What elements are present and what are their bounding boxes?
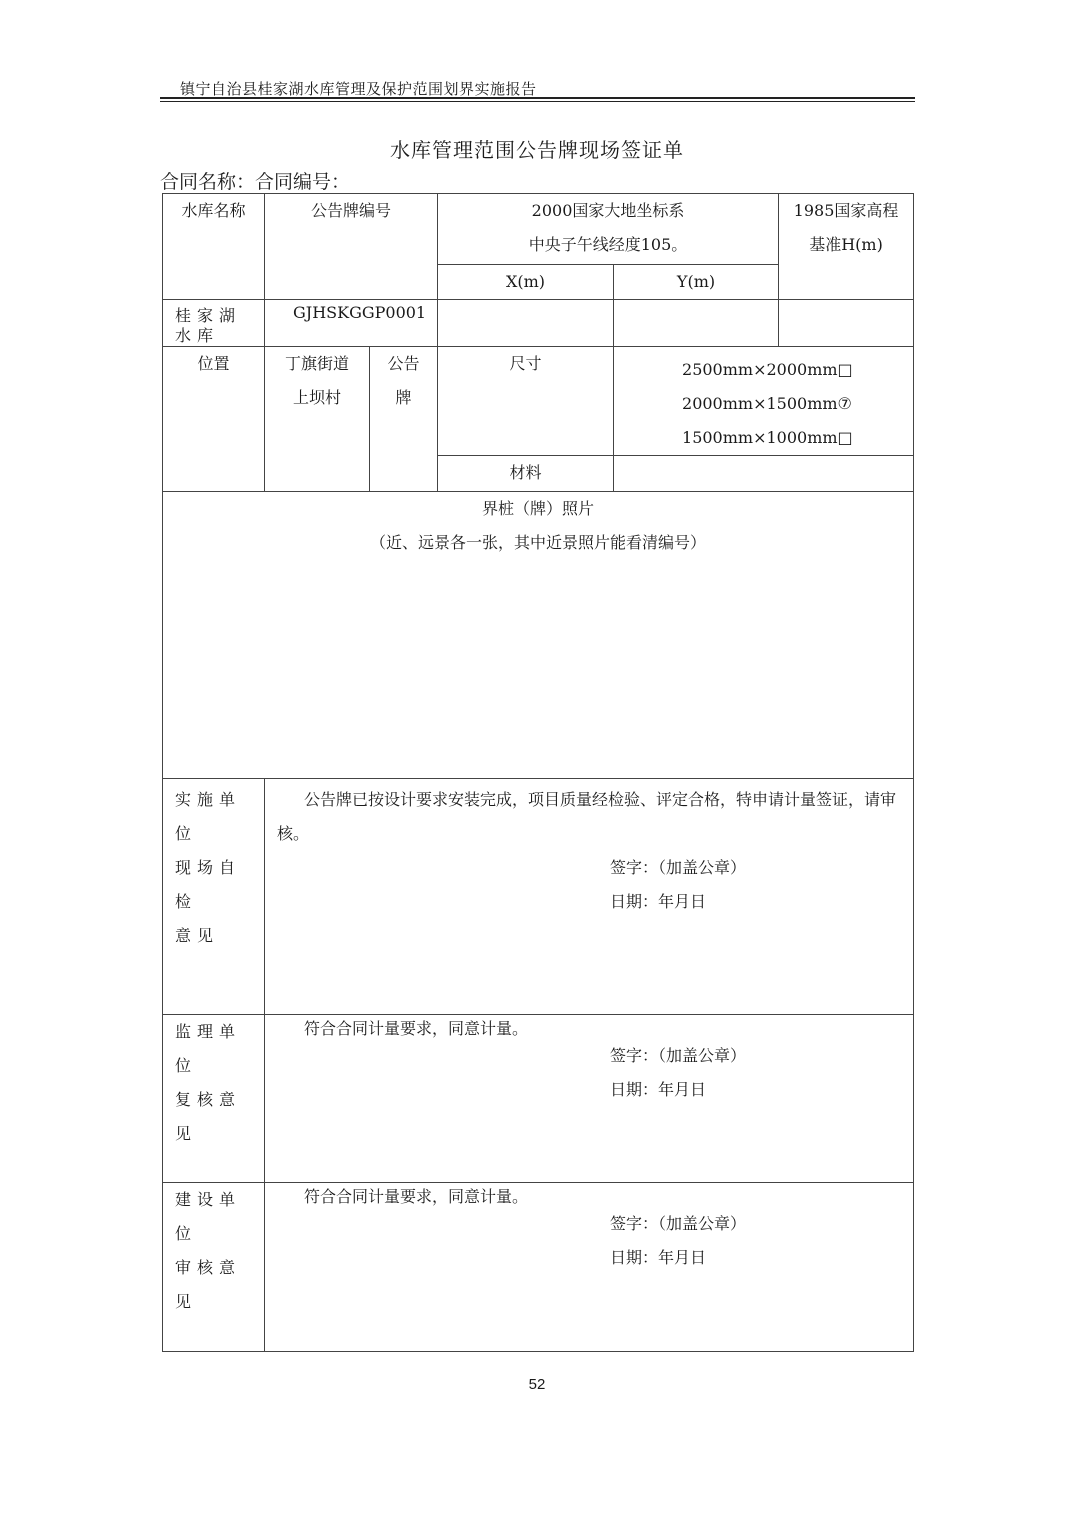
size-options	[614, 347, 914, 456]
owner-opinion	[265, 1183, 914, 1352]
size-option: 1500mm×1000mm□	[682, 428, 853, 447]
photo-area	[163, 492, 914, 779]
owner-label: 建设单位 审核意见	[163, 1183, 265, 1352]
reservoir-value: 桂家湖水库	[163, 300, 265, 347]
h-value	[779, 300, 914, 347]
y-value	[614, 300, 779, 347]
date-line: 日期：年月日	[610, 892, 707, 911]
implementer-label: 实施单位 现场自检 意见	[163, 779, 265, 1015]
sign-number-value: GJHSKGGP0001	[265, 300, 438, 347]
col-elevation: 1985国家高程 基准H(m)	[779, 194, 914, 300]
supervisor-opinion	[265, 1015, 914, 1183]
running-header: 镇宁自治县桂家湖水库管理及保护范围划界实施报告	[180, 80, 537, 98]
page-number: 52	[528, 1376, 546, 1393]
size-option: 2000mm×1500mm⑦	[682, 394, 852, 413]
implementer-opinion	[265, 779, 914, 1015]
contract-line: 合同名称：合同编号：	[160, 171, 351, 193]
sign-type: 公告 牌	[370, 347, 438, 492]
material-value	[614, 456, 914, 492]
x-value	[438, 300, 614, 347]
col-y: Y(m)	[614, 265, 779, 300]
location-value: 丁旗街道 上坝村	[265, 347, 370, 492]
size-option: 2500mm×2000mm□	[682, 360, 853, 379]
signature-line: 签字：（加盖公章）	[610, 1214, 747, 1233]
date-line: 日期：年月日	[610, 1080, 707, 1099]
col-coordinate-system: 2000国家大地坐标系 中央子午线经度105。	[438, 194, 779, 265]
location-label: 位置	[163, 347, 265, 492]
header-rule	[160, 97, 915, 99]
opinion-text: 公告牌已按设计要求安装完成，项目质量经检验、评定合格，特申请计量签证，请审核。	[277, 790, 897, 843]
document-title: 水库管理范围公告牌现场签证单	[390, 138, 684, 162]
col-x: X(m)	[438, 265, 614, 300]
photo-note: （近、远景各一张，其中近景照片能看清编号）	[370, 533, 707, 552]
date-line: 日期：年月日	[610, 1248, 707, 1267]
photo-title: 界桩（牌）照片	[482, 499, 595, 518]
col-sign-number: 公告牌编号	[265, 194, 438, 300]
size-label: 尺寸	[438, 347, 614, 456]
header-rule-thin	[160, 101, 915, 102]
col-reservoir-name: 水库名称	[163, 194, 265, 300]
material-label: 材料	[438, 456, 614, 492]
certification-form	[162, 193, 914, 1352]
opinion-text: 符合合同计量要求，同意计量。	[304, 1019, 529, 1038]
signature-line: 签字：（加盖公章）	[610, 858, 747, 877]
supervisor-label: 监理单位 复核意见	[163, 1015, 265, 1183]
signature-line: 签字：（加盖公章）	[610, 1046, 747, 1065]
opinion-text: 符合合同计量要求，同意计量。	[304, 1187, 529, 1206]
